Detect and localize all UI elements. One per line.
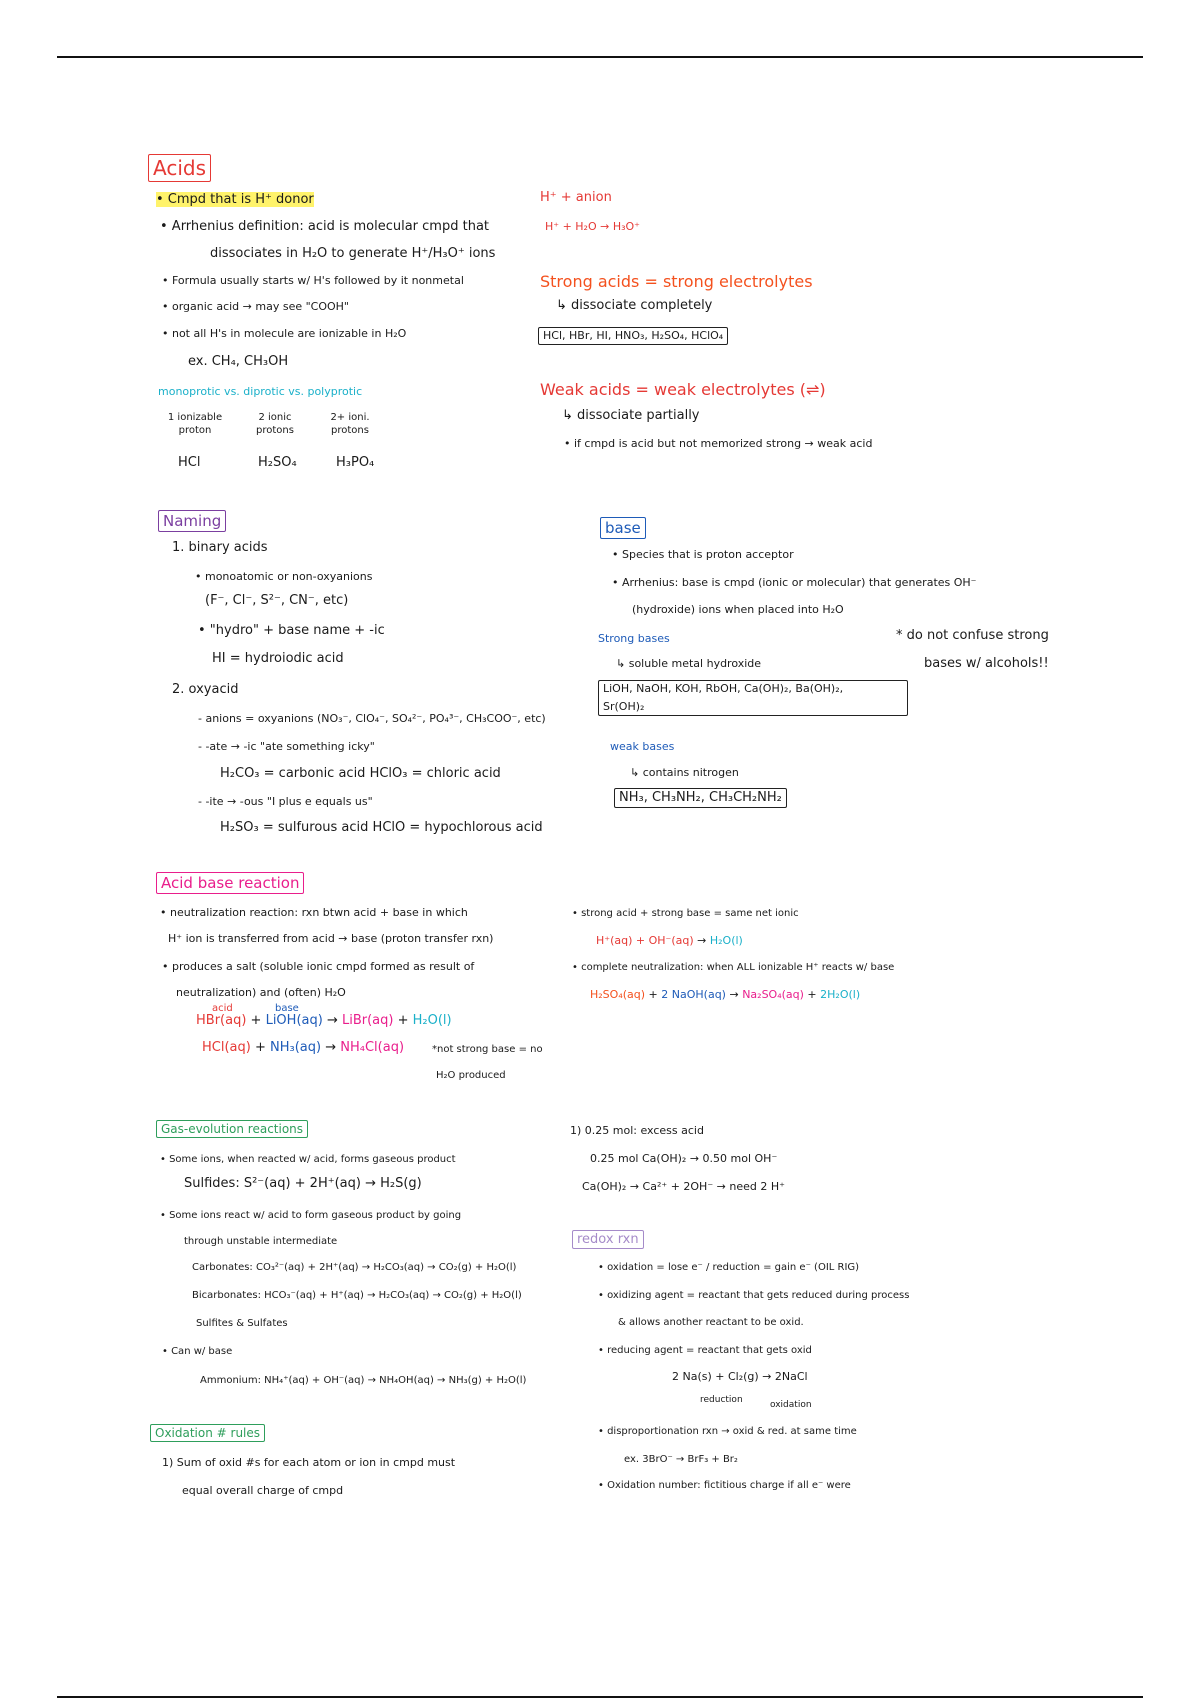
- abr-tag-base: base: [275, 1003, 299, 1014]
- acids-line-1-text: • Cmpd that is H⁺ donor: [156, 192, 314, 207]
- abr-r1-a: HBr(aq): [196, 1013, 247, 1028]
- redox-line-5: 2 Na(s) + Cl₂(g) → 2NaCl: [672, 1370, 808, 1383]
- gas-line-4: through unstable intermediate: [184, 1236, 338, 1247]
- mol-line-3: Ca(OH)₂ → Ca²⁺ + 2OH⁻ → need 2 H⁺: [582, 1180, 785, 1193]
- strong-line-7: ↳ dissociate partially: [562, 408, 700, 423]
- abr-net-ionic: [596, 934, 743, 948]
- mol-line-2: 0.25 mol Ca(OH)₂ → 0.50 mol OH⁻: [590, 1152, 778, 1165]
- abr-complete-eq: [590, 988, 860, 1002]
- abr-note-1: *not strong base = no: [432, 1044, 543, 1055]
- acids-protic-ex-3: H₃PO₄: [336, 455, 375, 470]
- abr-s4-d: →: [725, 988, 743, 1001]
- ox-line-2: equal overall charge of cmpd: [182, 1484, 344, 1497]
- acids-protic-ex-2: H₂SO₄: [258, 455, 297, 470]
- naming-line-7: - anions = oxyanions (NO₃⁻, ClO₄⁻, SO₄²⁻, PO₄³⁻, CH₃COO⁻, etc): [198, 712, 546, 725]
- abr-s4-e: Na₂SO₄(aq): [742, 988, 804, 1001]
- weak-bases-heading: weak bases: [610, 740, 675, 753]
- gas-line-6: Bicarbonates: HCO₃⁻(aq) + H⁺(aq) → H₂CO₃(aq) → CO₂(g) + H₂O(l): [192, 1290, 522, 1301]
- strong-bases-list-1: LiOH, NaOH, KOH, RbOH, Ca(OH)₂, Ba(OH)₂,: [603, 682, 844, 695]
- naming-line-1: 1. binary acids: [172, 540, 268, 555]
- gas-line-5: Carbonates: CO₃²⁻(aq) + 2H⁺(aq) → H₂CO₃(aq) → CO₂(g) + H₂O(l): [192, 1262, 517, 1273]
- abr-r2-d: →: [321, 1040, 341, 1055]
- acids-protic-col-2: 2 ionic protons: [256, 412, 294, 436]
- acids-line-2: • Arrhenius definition: acid is molecular cmpd that: [160, 219, 490, 234]
- redox-line-7: ex. 3BrO⁻ → BrF₃ + Br₂: [624, 1454, 738, 1465]
- acids-line-5: • organic acid → may see "COOH": [162, 300, 349, 313]
- acids-header: Acids: [148, 154, 211, 182]
- strong-acids-heading: Strong acids = strong electrolytes: [540, 272, 813, 291]
- gas-line-2: Sulfides: S²⁻(aq) + 2H⁺(aq) → H₂S(g): [184, 1176, 422, 1191]
- weak-bases-list: NH₃, CH₃NH₂, CH₃CH₂NH₂: [614, 788, 787, 808]
- gas-line-7: Sulfites & Sulfates: [196, 1318, 288, 1329]
- abr-strong-line: • strong acid + strong base = same net ionic: [572, 908, 799, 919]
- acids-protic-ex-1: HCl: [178, 455, 201, 470]
- abr-r1-e: LiBr(aq): [341, 1013, 394, 1028]
- naming-line-6: 2. oxyacid: [172, 682, 239, 697]
- abr-note-2: H₂O produced: [436, 1070, 506, 1081]
- naming-line-10: - -ite → -ous "I plus e equals us": [198, 795, 373, 808]
- base-note-2: bases w/ alcohols!!: [924, 656, 1049, 671]
- abr-s2-b: →: [693, 934, 710, 947]
- redox-line-2: • oxidizing agent = reactant that gets reduced during process: [598, 1290, 910, 1301]
- abr-r2-a: HCl(aq): [202, 1040, 251, 1055]
- naming-line-8: - -ate → -ic "ate something icky": [198, 740, 375, 753]
- redox-bracket-oxidation: oxidation: [770, 1400, 812, 1410]
- acids-protic-col-1: 1 ionizable proton: [167, 412, 223, 436]
- base-line-9: ↳ contains nitrogen: [630, 766, 739, 779]
- strong-bases-list: [598, 680, 908, 716]
- oxidation-rules-header: Oxidation # rules: [150, 1424, 265, 1442]
- abr-s2-a: H⁺(aq) + OH⁻(aq): [596, 934, 694, 947]
- redox-header: redox rxn: [572, 1230, 644, 1249]
- redox-line-4: • reducing agent = reactant that gets oxid: [598, 1345, 812, 1356]
- strong-bases-list-2: Sr(OH)₂: [603, 699, 645, 713]
- abr-r2-b: +: [250, 1040, 270, 1055]
- bottom-rule: [57, 1696, 1143, 1698]
- naming-header: Naming: [158, 510, 226, 532]
- base-line-3: (hydroxide) ions when placed into H₂O: [632, 603, 844, 616]
- abr-s4-f: +: [803, 988, 821, 1001]
- abr-tag-acid: acid: [212, 1003, 233, 1014]
- strong-line-8: • if cmpd is acid but not memorized strong → weak acid: [564, 437, 873, 450]
- base-note-1: * do not confuse strong: [896, 628, 1049, 643]
- strong-line-1: H⁺ + anion: [540, 190, 612, 205]
- abr-r1-c: LiOH(aq): [265, 1013, 323, 1028]
- naming-line-9: H₂CO₃ = carbonic acid HClO₃ = chloric acid: [220, 766, 501, 781]
- strong-bases-heading: Strong bases: [598, 632, 670, 645]
- abr-complete-line: • complete neutralization: when ALL ionizable H⁺ reacts w/ base: [572, 962, 895, 973]
- naming-line-11: H₂SO₃ = sulfurous acid HClO = hypochlorous acid: [220, 820, 543, 835]
- acids-line-4: • Formula usually starts w/ H's followed by it nonmetal: [162, 274, 464, 287]
- acids-protic-heading: monoprotic vs. diprotic vs. polyprotic: [158, 385, 363, 398]
- base-line-5: ↳ soluble metal hydroxide: [616, 657, 762, 670]
- naming-line-4: • "hydro" + base name + -ic: [198, 623, 385, 638]
- gas-evolution-header: Gas-evolution reactions: [156, 1120, 308, 1138]
- gas-line-1: • Some ions, when reacted w/ acid, forms gaseous product: [160, 1154, 456, 1165]
- redox-line-6: • disproportionation rxn → oxid & red. at same time: [598, 1426, 857, 1437]
- mol-line-1: 1) 0.25 mol: excess acid: [570, 1124, 704, 1137]
- acids-line-7: ex. CH₄, CH₃OH: [188, 354, 289, 369]
- acids-line-1: [156, 192, 314, 208]
- abr-line-2: H⁺ ion is transferred from acid → base (proton transfer rxn): [168, 932, 494, 945]
- redox-line-8: • Oxidation number: fictitious charge if all e⁻ were: [598, 1480, 851, 1491]
- abr-r1-b: +: [246, 1013, 266, 1028]
- base-line-1-text: • Species that is proton acceptor: [612, 548, 794, 561]
- strong-line-2: H⁺ + H₂O → H₃O⁺: [545, 220, 640, 233]
- weak-acids-heading: Weak acids = weak electrolytes (⇌): [540, 380, 826, 399]
- base-header: base: [600, 517, 646, 539]
- abr-r1-d: →: [322, 1013, 342, 1028]
- abr-reaction-1: [196, 1013, 452, 1029]
- abr-s4-c: 2 NaOH(aq): [661, 988, 726, 1001]
- naming-line-3: (F⁻, Cl⁻, S²⁻, CN⁻, etc): [205, 593, 349, 608]
- acids-line-3: dissociates in H₂O to generate H⁺/H₃O⁺ ions: [210, 246, 496, 261]
- abr-line-1: • neutralization reaction: rxn btwn acid + base in which: [160, 906, 468, 919]
- gas-line-8: • Can w/ base: [162, 1346, 233, 1357]
- abr-r1-f: +: [393, 1013, 413, 1028]
- abr-s4-b: +: [645, 988, 662, 1001]
- base-line-2: • Arrhenius: base is cmpd (ionic or molecular) that generates OH⁻: [612, 576, 977, 589]
- abr-r2-c: NH₃(aq): [270, 1040, 322, 1055]
- abr-line-3: • produces a salt (soluble ionic cmpd formed as result of: [162, 960, 475, 973]
- acid-base-header: Acid base reaction: [156, 872, 304, 894]
- strong-acids-list: HCl, HBr, HI, HNO₃, H₂SO₄, HClO₄: [538, 327, 728, 345]
- redox-line-3: & allows another reactant to be oxid.: [618, 1317, 804, 1328]
- abr-r2-e: NH₄Cl(aq): [340, 1040, 405, 1055]
- gas-line-3: • Some ions react w/ acid to form gaseous product by going: [160, 1210, 462, 1221]
- redox-bracket-reduction: reduction: [700, 1395, 743, 1405]
- abr-line-4: neutralization) and (often) H₂O: [176, 986, 346, 999]
- naming-line-5: HI = hydroiodic acid: [212, 651, 344, 666]
- abr-s4-g: 2H₂O(l): [820, 988, 861, 1001]
- abr-reaction-2: [202, 1040, 404, 1056]
- gas-line-9: Ammonium: NH₄⁺(aq) + OH⁻(aq) → NH₄OH(aq) → NH₃(g) + H₂O(l): [200, 1375, 527, 1386]
- acids-line-6: • not all H's in molecule are ionizable in H₂O: [162, 327, 407, 340]
- acids-protic-col-3: 2+ ioni. protons: [330, 412, 370, 436]
- strong-line-4: ↳ dissociate completely: [556, 298, 713, 313]
- redox-line-1: • oxidation = lose e⁻ / reduction = gain e⁻ (OIL RIG): [598, 1262, 860, 1273]
- ox-line-1: 1) Sum of oxid #s for each atom or ion in cmpd must: [162, 1456, 456, 1469]
- abr-s4-a: H₂SO₄(aq): [590, 988, 646, 1001]
- top-rule: [57, 56, 1143, 58]
- naming-line-2: • monoatomic or non-oxyanions: [195, 570, 373, 583]
- abr-s2-c: H₂O(l): [709, 934, 743, 947]
- base-line-1: [612, 548, 794, 562]
- abr-r1-g: H₂O(l): [412, 1013, 452, 1028]
